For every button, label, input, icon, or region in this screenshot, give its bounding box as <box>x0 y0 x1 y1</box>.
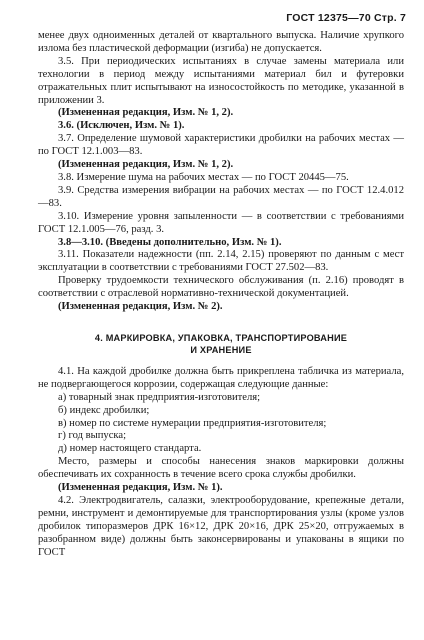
page-header: ГОСТ 12375—70 Стр. 7 <box>286 12 406 24</box>
list-item-b: б) индекс дробилки; <box>58 404 150 416</box>
clause-3-10: 3.10. Измерение уровня запыленности — в соответствии с требованиями ГОСТ 12.1.005—76, разд. 3. <box>38 210 404 235</box>
list-item-a: а) товарный знак предприятия-изготовителя; <box>58 391 261 403</box>
section-4-title-line2: И ХРАНЕНИЕ <box>190 344 252 355</box>
clause-3-11: 3.11. Показатели надежности (пп. 2.14, 2.15) проверяют по данным с мест эксплуатации в соответствии с требованиями ГОСТ 27.502—83. <box>38 249 404 274</box>
list-item-d: д) номер настоящего стандарта. <box>58 443 202 455</box>
section-4-title <box>38 332 404 356</box>
paragraph-continuation: менее двух одноименных деталей от квартального выпуска. Наличие хрупкого излома без пластической деформации (изгиба) не допускается. <box>38 30 404 54</box>
amendment-note: 3.8—3.10. (Введены дополнительно, Изм. № 1). <box>58 236 282 248</box>
page-body <box>38 30 404 560</box>
clause-4-1: 4.1. На каждой дробилке должна быть прикреплена табличка из материала, не подвергающегося коррозии, содержащая следующие данные: <box>38 365 404 390</box>
clause-3-9: 3.9. Средства измерения вибрации на рабочих местах — по ГОСТ 12.4.012—83. <box>38 184 404 209</box>
list-item-g: г) год выпуска; <box>58 430 127 442</box>
amendment-note: (Измененная редакция, Изм. № 1, 2). <box>58 159 234 171</box>
section-4-title-line1: 4. МАРКИРОВКА, УПАКОВКА, ТРАНСПОРТИРОВАНИЕ <box>94 332 348 343</box>
amendment-note: (Измененная редакция, Изм. № 1). <box>58 482 223 494</box>
paragraph-marking: Место, размеры и способы нанесения знаков маркировки должны обеспечивать их сохранность в течение всего срока службы дробилки. <box>38 456 404 481</box>
clause-3-5: 3.5. При периодических испытаниях в случае замены материала или технологии в период между испытаниями материал бил и футеровки отражательных плит испытывают на износостойкость по методике, указанной в приложении 3. <box>38 55 404 106</box>
clause-4-2: 4.2. Электродвигатель, салазки, электрооборудование, крепежные детали, ремни, инструмент и демонтируемые для транспортирования узлы (кроме узлов дробилок типоразмеров ДРК 16×12, ДРК 20×16, ДРК 25×20, отгружаемых в разобранном виде) должны быть законсервированы и упакованы в ящики по ГОСТ <box>38 495 404 558</box>
clause-3-8: 3.8. Измерение шума на рабочих местах — по ГОСТ 20445—75. <box>58 171 349 183</box>
amendment-note: (Измененная редакция, Изм. № 1, 2). <box>58 107 234 119</box>
clause-3-6: 3.6. (Исключен, Изм. № 1). <box>58 120 185 132</box>
clause-3-7: 3.7. Определение шумовой характеристики дробилки на рабочих местах — по ГОСТ 12.1.003—83. <box>38 133 404 158</box>
list-item-v: в) номер по системе нумерации предприятия-изготовителя; <box>58 417 327 429</box>
amendment-note: (Измененная редакция, Изм. № 2). <box>58 301 223 313</box>
paragraph-maintenance: Проверку трудоемкости технического обслуживания (п. 2.16) проводят в соответствии с отраслевой нормативно-технической документацией. <box>38 275 404 300</box>
